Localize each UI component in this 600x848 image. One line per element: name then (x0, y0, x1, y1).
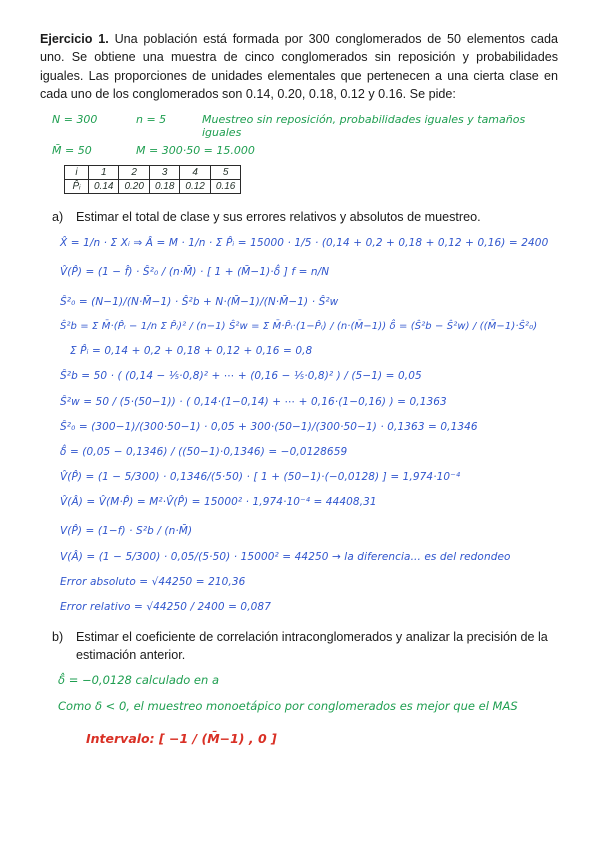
part-a-statement (52, 208, 558, 226)
work-line: Ŝ²₀ = (300−1)/(300·50−1) · 0,05 + 300·(50−1)/(300·50−1) · 0,1363 = 0,1346 (60, 420, 478, 433)
table-header-row (65, 166, 241, 180)
part-a-label: a) (52, 210, 64, 224)
work-line: Ŝ²b = 50 · ( (0,14 − ⅕·0,8)² + ⋯ + (0,16 − ⅕·0,8)² ) / (5−1) = 0,05 (60, 370, 422, 383)
work-line: V(P̂) = (1−f) · S²b / (n·M̄) (60, 525, 193, 538)
table-header-cell: 1 (89, 166, 119, 180)
exercise-statement (40, 30, 558, 103)
notes-line-2 (52, 144, 558, 157)
sample-proportions-table (64, 165, 241, 194)
note-total-elements: M = 300·50 = 15.000 (136, 144, 255, 157)
handwritten-notes (52, 113, 558, 157)
part-b-label: b) (52, 630, 64, 645)
work-line: V̂(Â) = V̂(M·P̂) = M²·V̂(P̂) = 15000² · 1,974·10⁻⁴ = 44408,31 (60, 496, 377, 509)
table-values-row (65, 180, 241, 194)
work-line: Ŝ²w = 50 / (5·(50−1)) · ( 0,14·(1−0,14) + ⋯ + 0,16·(1−0,16) ) = 0,1363 (60, 395, 447, 408)
table-header-cell: 3 (149, 166, 179, 180)
exercise-text: Una población está formada por 300 conglomerados de 50 elementos cada uno. Se obtiene una muestra de cinco conglomerados sin reposición y probabilidades iguales. Las proporciones de unidades elementales que pertenecen a una cierta clase en cada uno de los conglomerados son 0.14, 0.20, 0.18, 0.12 y 0.16. Se pide: (40, 32, 559, 101)
table-header-cell: i (65, 166, 89, 180)
note-population-size: N = 300 (52, 113, 98, 126)
work-line: V̂(P̂) = (1 − f̂) · Ŝ²₀ / (n·M̄) · [ 1 + (M̄−1)·δ̂ ] f = n/N (60, 266, 330, 279)
table-cell: 0.12 (180, 180, 210, 194)
answer-b-interval: Intervalo: [ −1 / (M̄−1) , 0 ] (86, 730, 277, 746)
note-sample-size: n = 5 (136, 113, 167, 126)
note-cluster-size: M̄ = 50 (52, 144, 92, 157)
table-cell: 0.14 (89, 180, 119, 194)
work-line: Error absoluto = √44250 = 210,36 (60, 575, 246, 588)
work-line: Ŝ²₀ = (N−1)/(N·M̄−1) · Ŝ²b + N·(M̄−1)/(N·M̄−1) · Ŝ²w (60, 295, 339, 308)
table-cell: 0.18 (149, 180, 179, 194)
part-a-text: Estimar el total de clase y sus errores relativos y absolutos de muestreo. (76, 210, 481, 224)
table-cell: 0.20 (119, 180, 149, 194)
part-b-statement (52, 628, 558, 665)
work-line: X̂ = 1/n · Σ Xᵢ ⇒ Â = M · 1/n · Σ P̂ᵢ = 15000 · 1/5 · (0,14 + 0,2 + 0,18 + 0,12 + 0,16) = 2400 (60, 237, 549, 250)
work-line: Ŝ²b = Σ M̄·(P̂ᵢ − 1/n Σ P̂ᵢ)² / (n−1) Ŝ²w = Σ M̄·P̂ᵢ·(1−P̂ᵢ) / (n·(M̄−1)) δ̂ = (Ŝ²b − Ŝ²w) / ((M̄−1)·Ŝ²₀) (60, 320, 538, 332)
handwritten-work-part-a (60, 236, 558, 614)
exercise-label: Ejercicio 1. (40, 32, 109, 46)
table-cell: P̂ᵢ (65, 180, 89, 194)
work-line: Error relativo = √44250 / 2400 = 0,087 (60, 600, 271, 613)
notes-line-1 (52, 113, 558, 139)
work-line: Σ P̂ᵢ = 0,14 + 0,2 + 0,18 + 0,12 + 0,16 = 0,8 (70, 345, 313, 358)
work-line: V̂(P̂) = (1 − 5/300) · 0,1346/(5·50) · [ 1 + (50−1)·(−0,0128) ] = 1,974·10⁻⁴ (60, 471, 461, 484)
work-line: δ̂ = (0,05 − 0,1346) / ((50−1)·0,1346) = −0,0128659 (60, 445, 348, 458)
work-line: V(Â) = (1 − 5/300) · 0,05/(5·50) · 15000² = 44250 → la diferencia... es del redondeo (60, 550, 511, 563)
table-header-cell: 5 (210, 166, 240, 180)
answer-b-delta: δ̂ = −0,0128 calculado en a (58, 672, 219, 687)
table-header-cell: 4 (180, 166, 210, 180)
table-header-cell: 2 (119, 166, 149, 180)
part-b-text: Estimar el coeficiente de correlación intraconglomerados y analizar la precisión de la estimación anterior. (76, 630, 548, 663)
note-sampling-description: Muestreo sin reposición, probabilidades iguales y tamaños iguales (202, 113, 526, 139)
table-cell: 0.16 (210, 180, 240, 194)
answer-b-conclusion: Como δ < 0, el muestreo monoetápico por conglomerados es mejor que el MAS (58, 698, 518, 713)
